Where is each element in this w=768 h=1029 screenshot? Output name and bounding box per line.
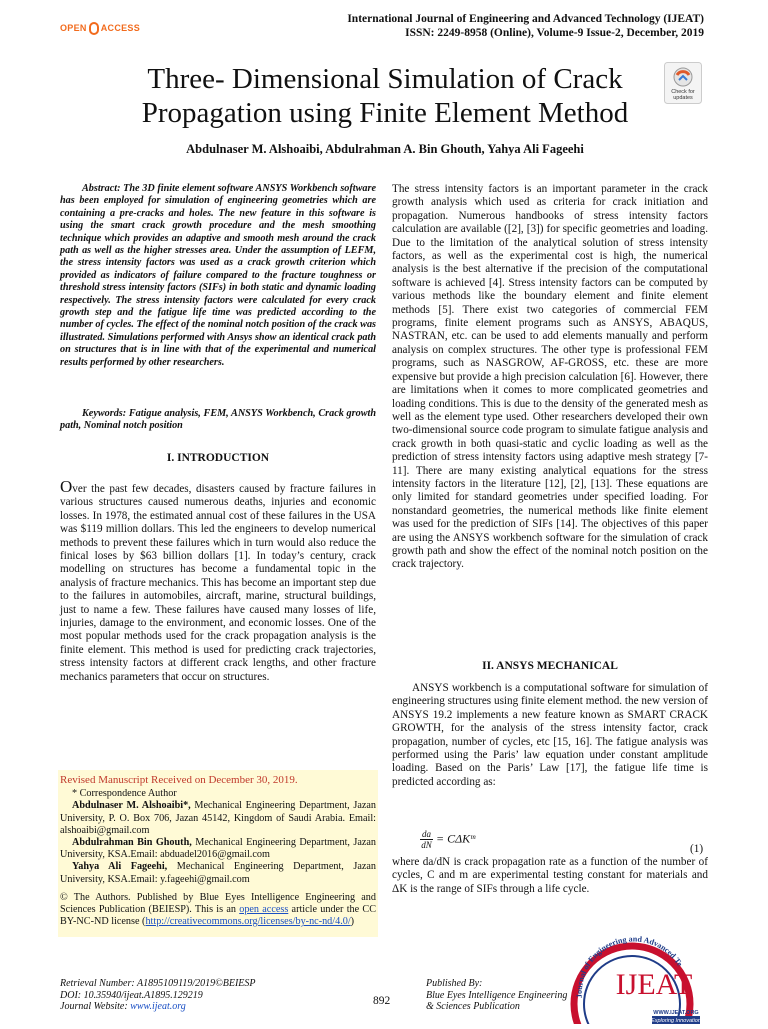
authors: Abdulnaser M. Alshoaibi, Abdulrahman A. Bin Ghouth, Yahya Ali Fageehi <box>186 142 584 156</box>
author-affiliation-1 <box>60 800 376 837</box>
ijeat-logo <box>560 920 710 1024</box>
introduction-text: ver the past few decades, disasters caused by fracture failures in various structures caused numerous deaths, injuries and economic losses. In 1978, the estimated annual cost of these failures in the USA was $119 million dollars. This led the engineers to develop numerical methods to prevent these failures which in turn would also reduce the finical loses by $63 billion dollars [1]. In today’s century, crack modelling on structures has become a fundamental topic in the analysis of fracture mechanics. This has become an important step due to the failures in automobiles, aircraft, marine, structural buildings, just to name a few. These failures have caused many losses of life, injuries, damage to the environment, and economic losses. One of the most popular methods used for the crack propagation analysis is the finite element. This method is used for predicting crack trajectories, stress intensity factors at different crack lengths, and other fracture mechanics parameters that occur on structures. <box>60 483 376 683</box>
publisher-line-1: Blue Eyes Intelligence Engineering <box>426 989 568 1001</box>
author-affil-3: Mechanical Engineering Department, Jazan University, KSA.Email: y.fageehi@gmail.com <box>60 861 376 885</box>
footer-left <box>60 978 256 1013</box>
keywords: Keywords: Fatigue analysis, FEM, ANSYS Workbench, Crack growth path, Nominal notch position <box>60 408 376 432</box>
ijeat-tagline: Exploring Innovation <box>651 1018 701 1024</box>
check-for-updates-icon <box>664 62 702 104</box>
badge-text-1: Check for <box>671 89 695 95</box>
revised-date: Revised Manuscript Received on December 30, 2019. <box>60 774 298 786</box>
equation-rhs: = CΔKᵐ <box>436 831 476 846</box>
author-affiliation-2 <box>60 837 376 861</box>
check-for-updates-badge[interactable] <box>664 62 702 104</box>
journal-issn: ISSN: 2249-8958 (Online), Volume-9 Issue-2, December, 2019 <box>405 27 704 39</box>
website-label: Journal Website: <box>60 1001 131 1012</box>
published-by: Published By: <box>426 978 483 989</box>
license-statement <box>60 892 376 929</box>
author-affil-2: Mechanical Engineering Department, Jazan University, KSA.Email: abduadel2016@gmail.com <box>60 837 376 861</box>
author-name-1: Abdulnaser M. Alshoaibi*, <box>72 800 191 812</box>
equation-numerator: da <box>422 829 431 839</box>
paris-law-equation <box>420 829 475 850</box>
open-access-logo <box>60 22 140 35</box>
equation-denominator: dN <box>421 840 432 850</box>
retrieval-number: Retrieval Number: A1895109119/2019©BEIESP <box>60 978 256 989</box>
open-access-link[interactable]: open access <box>239 904 289 916</box>
journal-header <box>347 12 704 40</box>
doi: DOI: 10.35940/ijeat.A1895.129219 <box>60 989 203 1001</box>
author-name-2: Abdulrahman Bin Ghouth, <box>72 837 192 849</box>
paper-title <box>100 62 670 130</box>
website-link[interactable]: www.ijeat.org <box>130 1001 186 1012</box>
open-access-text-left: OPEN <box>60 22 87 33</box>
ansys-section-body: ANSYS workbench is a computational software for simulation of engineering structures using finite element method. the new version of ANSYS 19.2 implements a new feature known as SMART CRACK GROWTH, for the analysis of the stress intensity factor, crack propagation, number of cycles, etc [15, 16]. The fatigue analysis was performed using the Paris’ law equation under constant amplitude loading. Based on the Paris’ Law [17], the fatigue life time is predicted according as: <box>392 682 708 788</box>
author-name-3: Yahya Ali Fageehi, <box>72 861 168 873</box>
journal-website <box>60 1001 256 1013</box>
author-affil-1: Mechanical Engineering Department, Jazan University, P. O. Box 706, Jazan 45142, Kingdom of Saudi Arabia. Email: alshoaibi@gmail.com <box>60 800 377 836</box>
journal-name: International Journal of Engineering and Advanced Technology (IJEAT) <box>347 13 704 25</box>
paper-title-line1: Three- Dimensional Simulation of Crack <box>147 63 623 95</box>
ijeat-name: IJEAT <box>615 968 693 1001</box>
section-heading-ansys: II. ANSYS MECHANICAL <box>482 660 618 672</box>
license-text-3: ) <box>350 916 355 928</box>
publisher-line-2: & Sciences Publication <box>426 1001 520 1012</box>
author-affiliation-3 <box>60 861 376 885</box>
author-notes <box>60 774 376 928</box>
open-access-text-right: ACCESS <box>100 22 141 33</box>
license-text-1: © The Authors. Published by Blue Eyes Intelligence Engineering and Sciences Publication (BEIESP). This is an <box>60 891 376 916</box>
introduction-body <box>60 477 376 684</box>
page-number: 892 <box>373 995 391 1007</box>
equation-number: (1) <box>690 843 704 855</box>
badge-text-2: updates <box>673 95 693 101</box>
section-heading-introduction: I. INTRODUCTION <box>166 452 270 464</box>
cc-license-link[interactable]: http://creativecommons.org/licenses/by-nc-nd/4.0/ <box>145 916 351 928</box>
ijeat-seal-icon <box>560 920 710 1024</box>
right-column-paragraph: The stress intensity factors is an important parameter in the crack growth analysis which used as criteria for crack initiation and propagation. Numerous handbooks of stress intensity factors calculation are available ([2], [3]) for specific geometries and loading. Due to the limitation of the analytical solution of stress intensity factors, as well as the experimental cost is high, the numerical analysis is the best alternative if the precision of the computational software is achieved [4]. Stress intensity factors can be computed by various methods like the boundary element and finite element methods [5]. There exist two categories of commercial FEM programs, finite element programs such as ANSYS, ABAQUS, NASTRAN, etc. can be used to add elements manually and perform analysis on complex structures. The other type is professional FEM programs, such as NASGROW, AF-GROSS, etc. these are more expensive but provide a high precision calculation [6]. However, there are limitations when it comes to more complicated geometries and loading conditions. This is due to the density of the generated mesh as well as the element type used. Other researchers developed their own two-dimensional source code program to simulate fatigue analysis and crack growth in both quasi-static and cyclic loading as well as the prediction of stress intensity factors using adaptive mesh strategy [7-11]. There are many existing analytical equations for the stress intensity factors in the literature [12], [2], [13]. These equations are only limited for standard geometries under specified loading. For nonstandard geometries, the numerical methods like finite element was used for the prediction of SIFs [14]. The objectives of this paper are using the ANSYS workbench software for the simulation of crack growth path and show the effect of the nominal notch position on the crack trajectory. <box>392 183 708 571</box>
license-text-2: article under the CC BY-NC-ND license ( <box>60 904 376 928</box>
footer-right <box>426 978 567 1013</box>
open-lock-icon <box>89 22 99 35</box>
ijeat-url: WWW.IJEAT.ORG <box>653 1010 699 1016</box>
dropcap: O <box>60 477 73 496</box>
correspondence-note: * Correspondence Author <box>72 788 177 800</box>
equation-fraction <box>420 829 433 850</box>
abstract: Abstract: The 3D finite element software ANSYS Workbench software has been employed for simulation of engineering geometries which are containing a pre-cracks and holes. The new feature in this software is using the smart crack growth procedure and the mesh smoothing technique which provides an adaptive and smooth mesh around the crack path as well as the higher stresses area. Under the assumption of LEFM, the stress intensity factors was used as a crack growth criterion which provided as indicators of failure compared to the fracture toughness or threshold stress intensity factors (SIFs) in both static and dynamic loading respectively. The stress intensity factors were calculated for every crack growth step and the fatigue life time was predicted according to the number of cycles. The effect of the nominal notch position of the crack was illustrated. Simulations performed with Ansys show an identical crack path on structures that is in line with that of the experimental and numerical results performed by other researchers. <box>60 183 376 368</box>
paper-title-line2: Propagation using Finite Element Method <box>141 97 629 129</box>
equation-explanation: where da/dN is crack propagation rate as a function of the number of cycles, C and m are experimental testing constant for materials and ΔK is the range of SIFs through a life cycle. <box>392 856 708 895</box>
ijeat-arc-text: Journal of Engineering and Advanced Te <box>574 934 685 999</box>
